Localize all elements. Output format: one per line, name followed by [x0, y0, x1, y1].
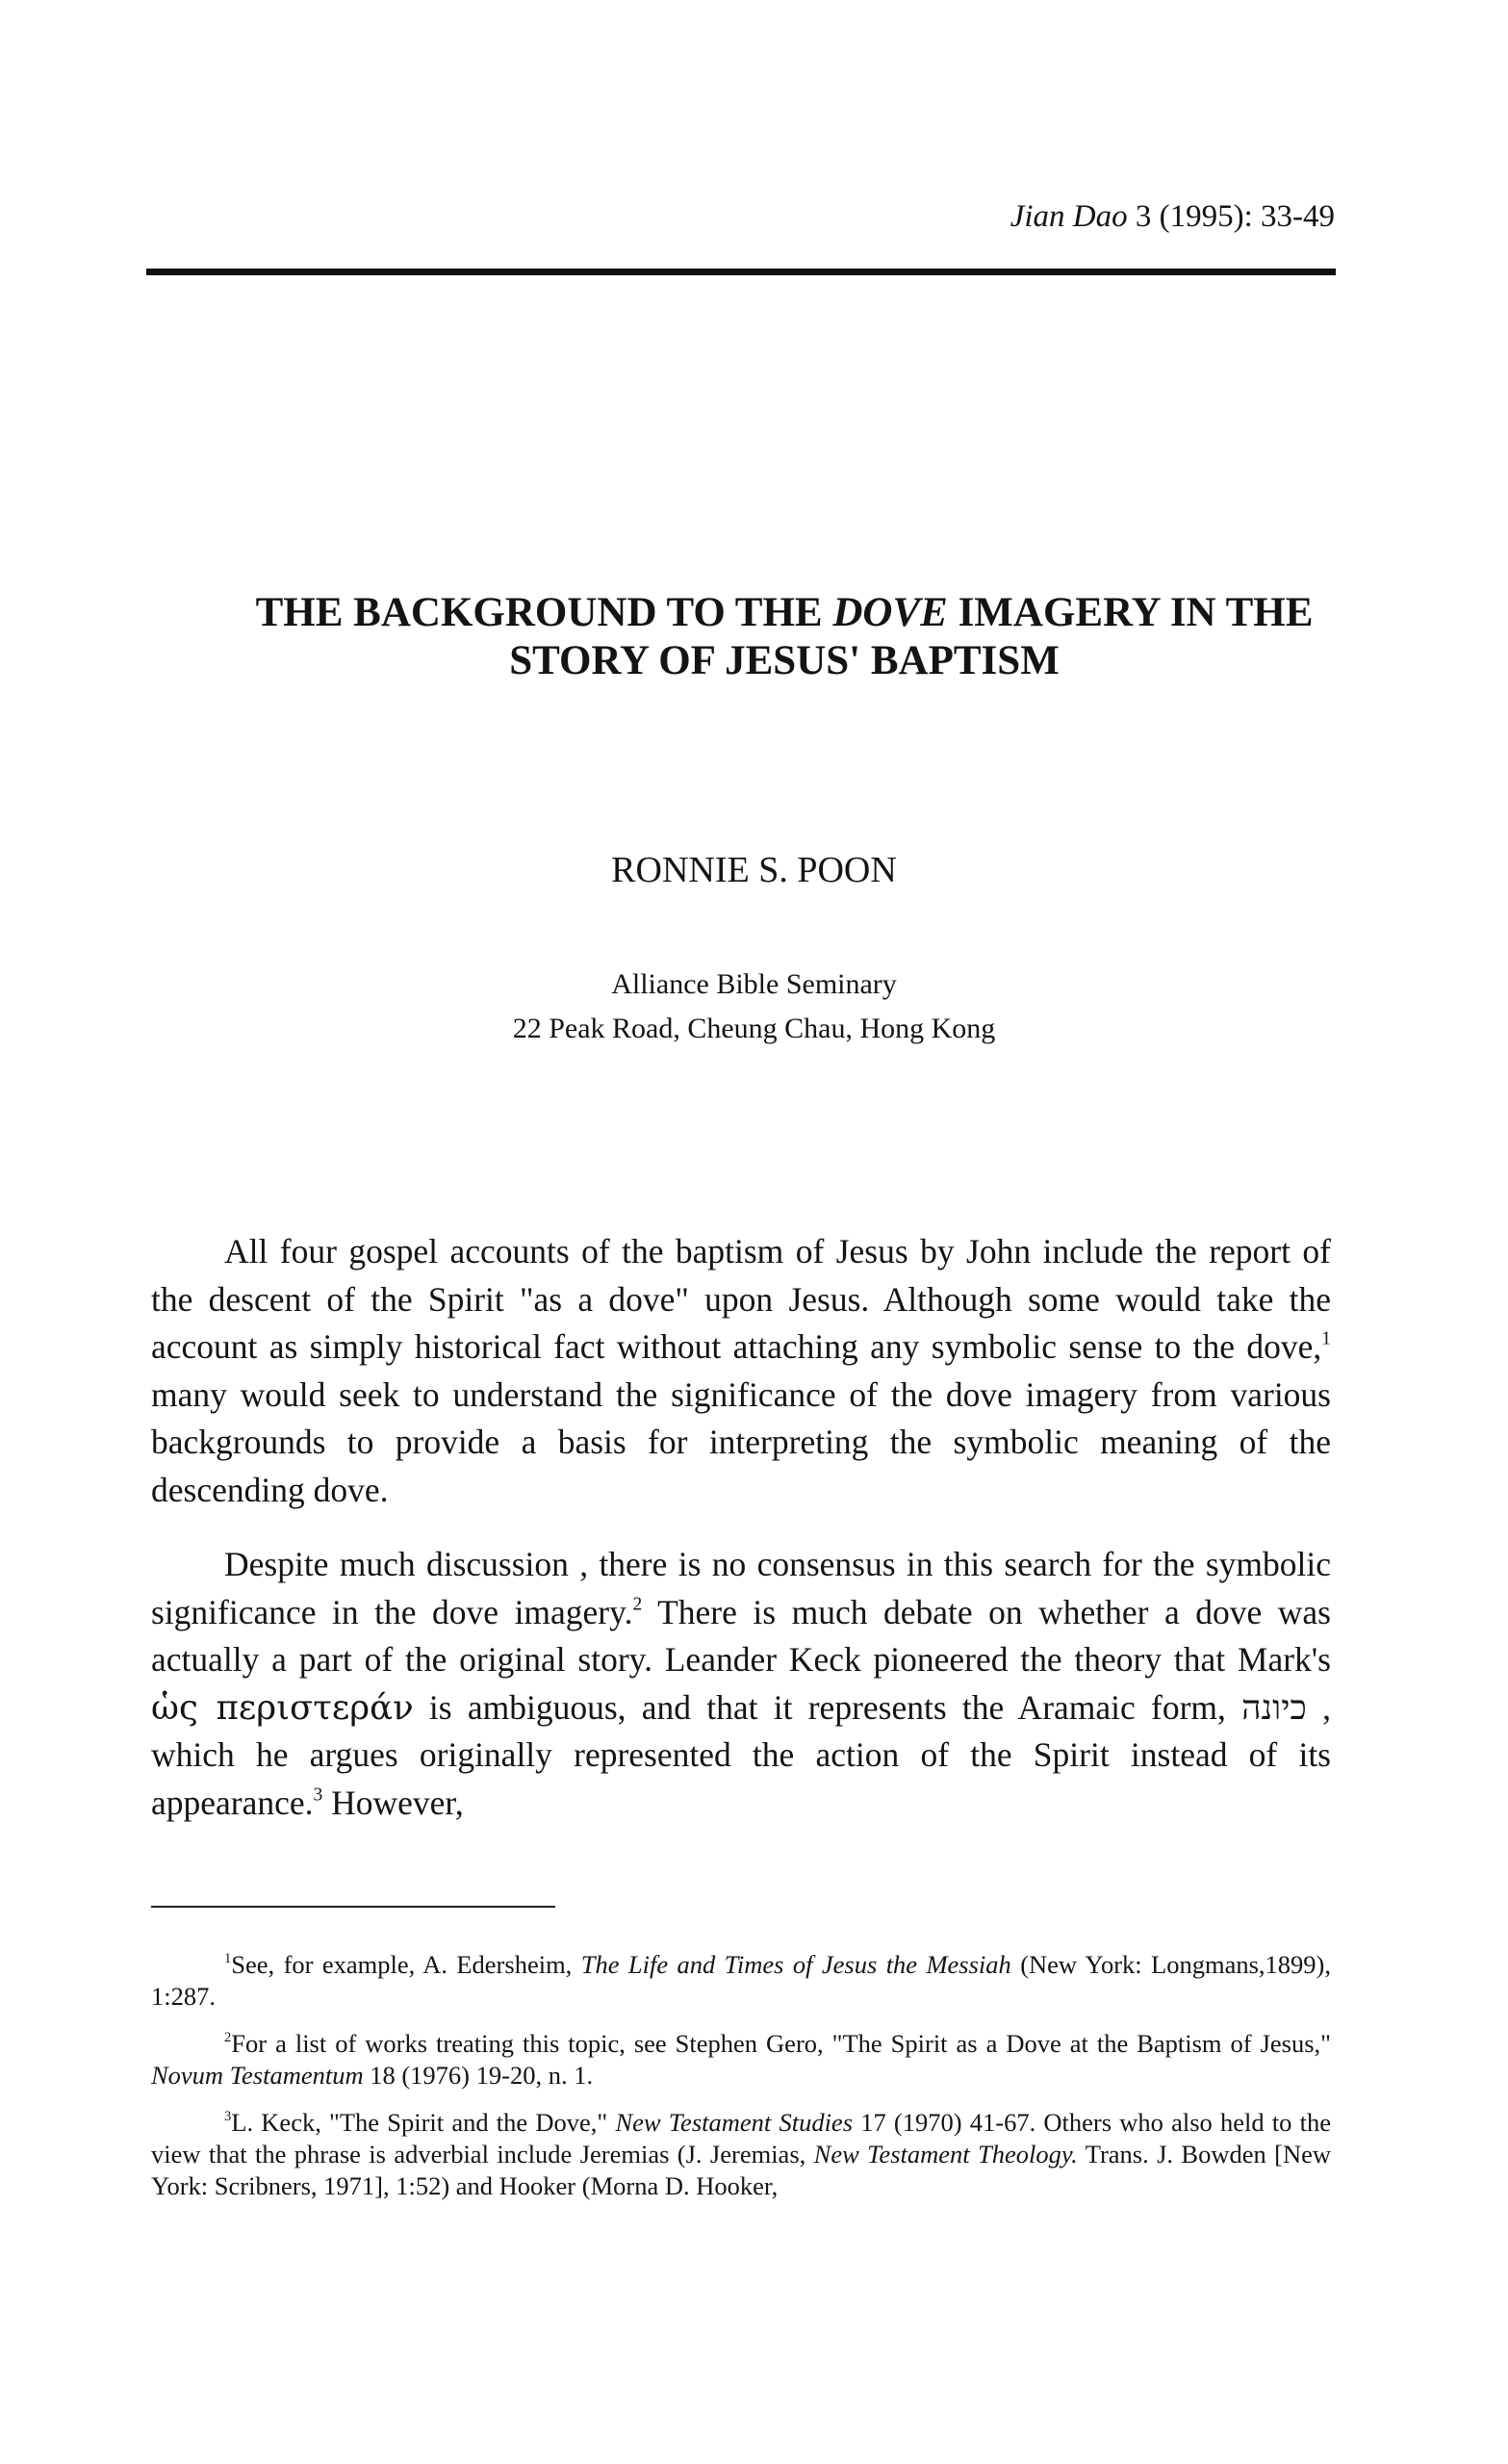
paragraph-text: many would seek to understand the significance of the dove imagery from various backgrounds to provide a basis for interpreting the symbolic meaning of the descending dove. — [151, 1374, 1331, 1509]
journal-citation: 3 (1995): 33-49 — [1135, 199, 1335, 234]
title-line-2: STORY OF JESUS' BAPTISM — [509, 638, 1060, 683]
paragraph-1 — [151, 1228, 1331, 1514]
running-head — [1010, 197, 1335, 236]
greek-phrase: ὡς περιστεράν — [151, 1687, 414, 1728]
article-title — [96, 589, 1472, 685]
title-line-1 — [96, 589, 1472, 637]
footnote-work-title: New Testament Studies — [615, 2108, 854, 2137]
article-body — [151, 1228, 1331, 1854]
footnote-text: 17 (1970) 41-67. Others who also held to the view that the phrase is adverbial include Jeremias (J. Jeremias, — [151, 2108, 1332, 2169]
footnote-ref-3: 3 — [313, 1784, 323, 1805]
paragraph-text: , which he argues originally represented the action of the Spirit instead of its appearance. — [151, 1687, 1331, 1822]
footnote-text: (New York: Longmans,1899), 1:287. — [151, 1950, 1331, 2011]
footnote-3 — [151, 2107, 1331, 2202]
journal-title: Jian Dao — [1010, 199, 1128, 234]
author-name: RONNIE S. POON — [611, 850, 897, 890]
footnote-number: 2 — [224, 2030, 232, 2046]
institution: Alliance Bible Seminary — [611, 968, 897, 1000]
title-text: THE BACKGROUND TO THE — [255, 590, 833, 635]
paragraph-text: There is much debate on whether a dove was actually a part of the original story. Leander Keck pioneered the theory that Mark's — [151, 1592, 1331, 1679]
footnote-text: L. Keck, "The Spirit and the Dove," — [231, 2108, 616, 2137]
title-emphasis: DOVE — [832, 590, 948, 635]
footnote-work-title: The Life and Times of Jesus the Messiah — [580, 1950, 1011, 1979]
footnote-text: For a list of works treating this topic, see Stephen Gero, "The Spirit as a Dove at the Baptism of Jesus," — [231, 2029, 1331, 2058]
footnote-text: See, for example, A. Edersheim, — [231, 1950, 581, 1979]
paragraph-2 — [151, 1541, 1331, 1827]
paragraph-text: is ambiguous, and that it represents the Aramaic form, — [413, 1687, 1242, 1727]
footnote-text: 18 (1976) 19-20, n. 1. — [363, 2061, 594, 2090]
author-affiliation — [0, 962, 1508, 1051]
footnote-work-title: New Testament Theology. — [813, 2140, 1078, 2169]
footnote-number: 1 — [224, 1951, 232, 1967]
aramaic-word: כיונה — [1241, 1687, 1307, 1728]
address: 22 Peak Road, Cheung Chau, Hong Kong — [512, 1013, 996, 1044]
footnote-work-title: Novum Testamentum — [151, 2061, 364, 2090]
header-rule — [146, 269, 1336, 275]
footnote-text: Trans. J. Bowden [New York: Scribners, 1971], 1:52) and Hooker (Morna D. Hooker, — [151, 2140, 1331, 2200]
footnote-number: 3 — [224, 2109, 232, 2125]
footnote-rule — [151, 1906, 555, 1908]
paragraph-text: However, — [322, 1783, 464, 1822]
footnote-ref-2: 2 — [632, 1593, 643, 1614]
title-text: IMAGERY IN THE — [947, 590, 1314, 635]
footnote-2 — [151, 2028, 1331, 2092]
paragraph-text: Despite much discussion , there is no consensus in this search for the symbolic significance in the dove imagery. — [151, 1545, 1331, 1631]
footnote-1 — [151, 1949, 1331, 2013]
footnotes — [151, 1949, 1331, 2218]
paragraph-text: All four gospel accounts of the baptism of Jesus by John include the report of the descent of the Spirit "as a dove" upon Jesus. Although some would take the account as simply historical fact without attaching any symbolic sense to the dove, — [151, 1232, 1331, 1366]
footnote-ref-1: 1 — [1321, 1328, 1331, 1349]
